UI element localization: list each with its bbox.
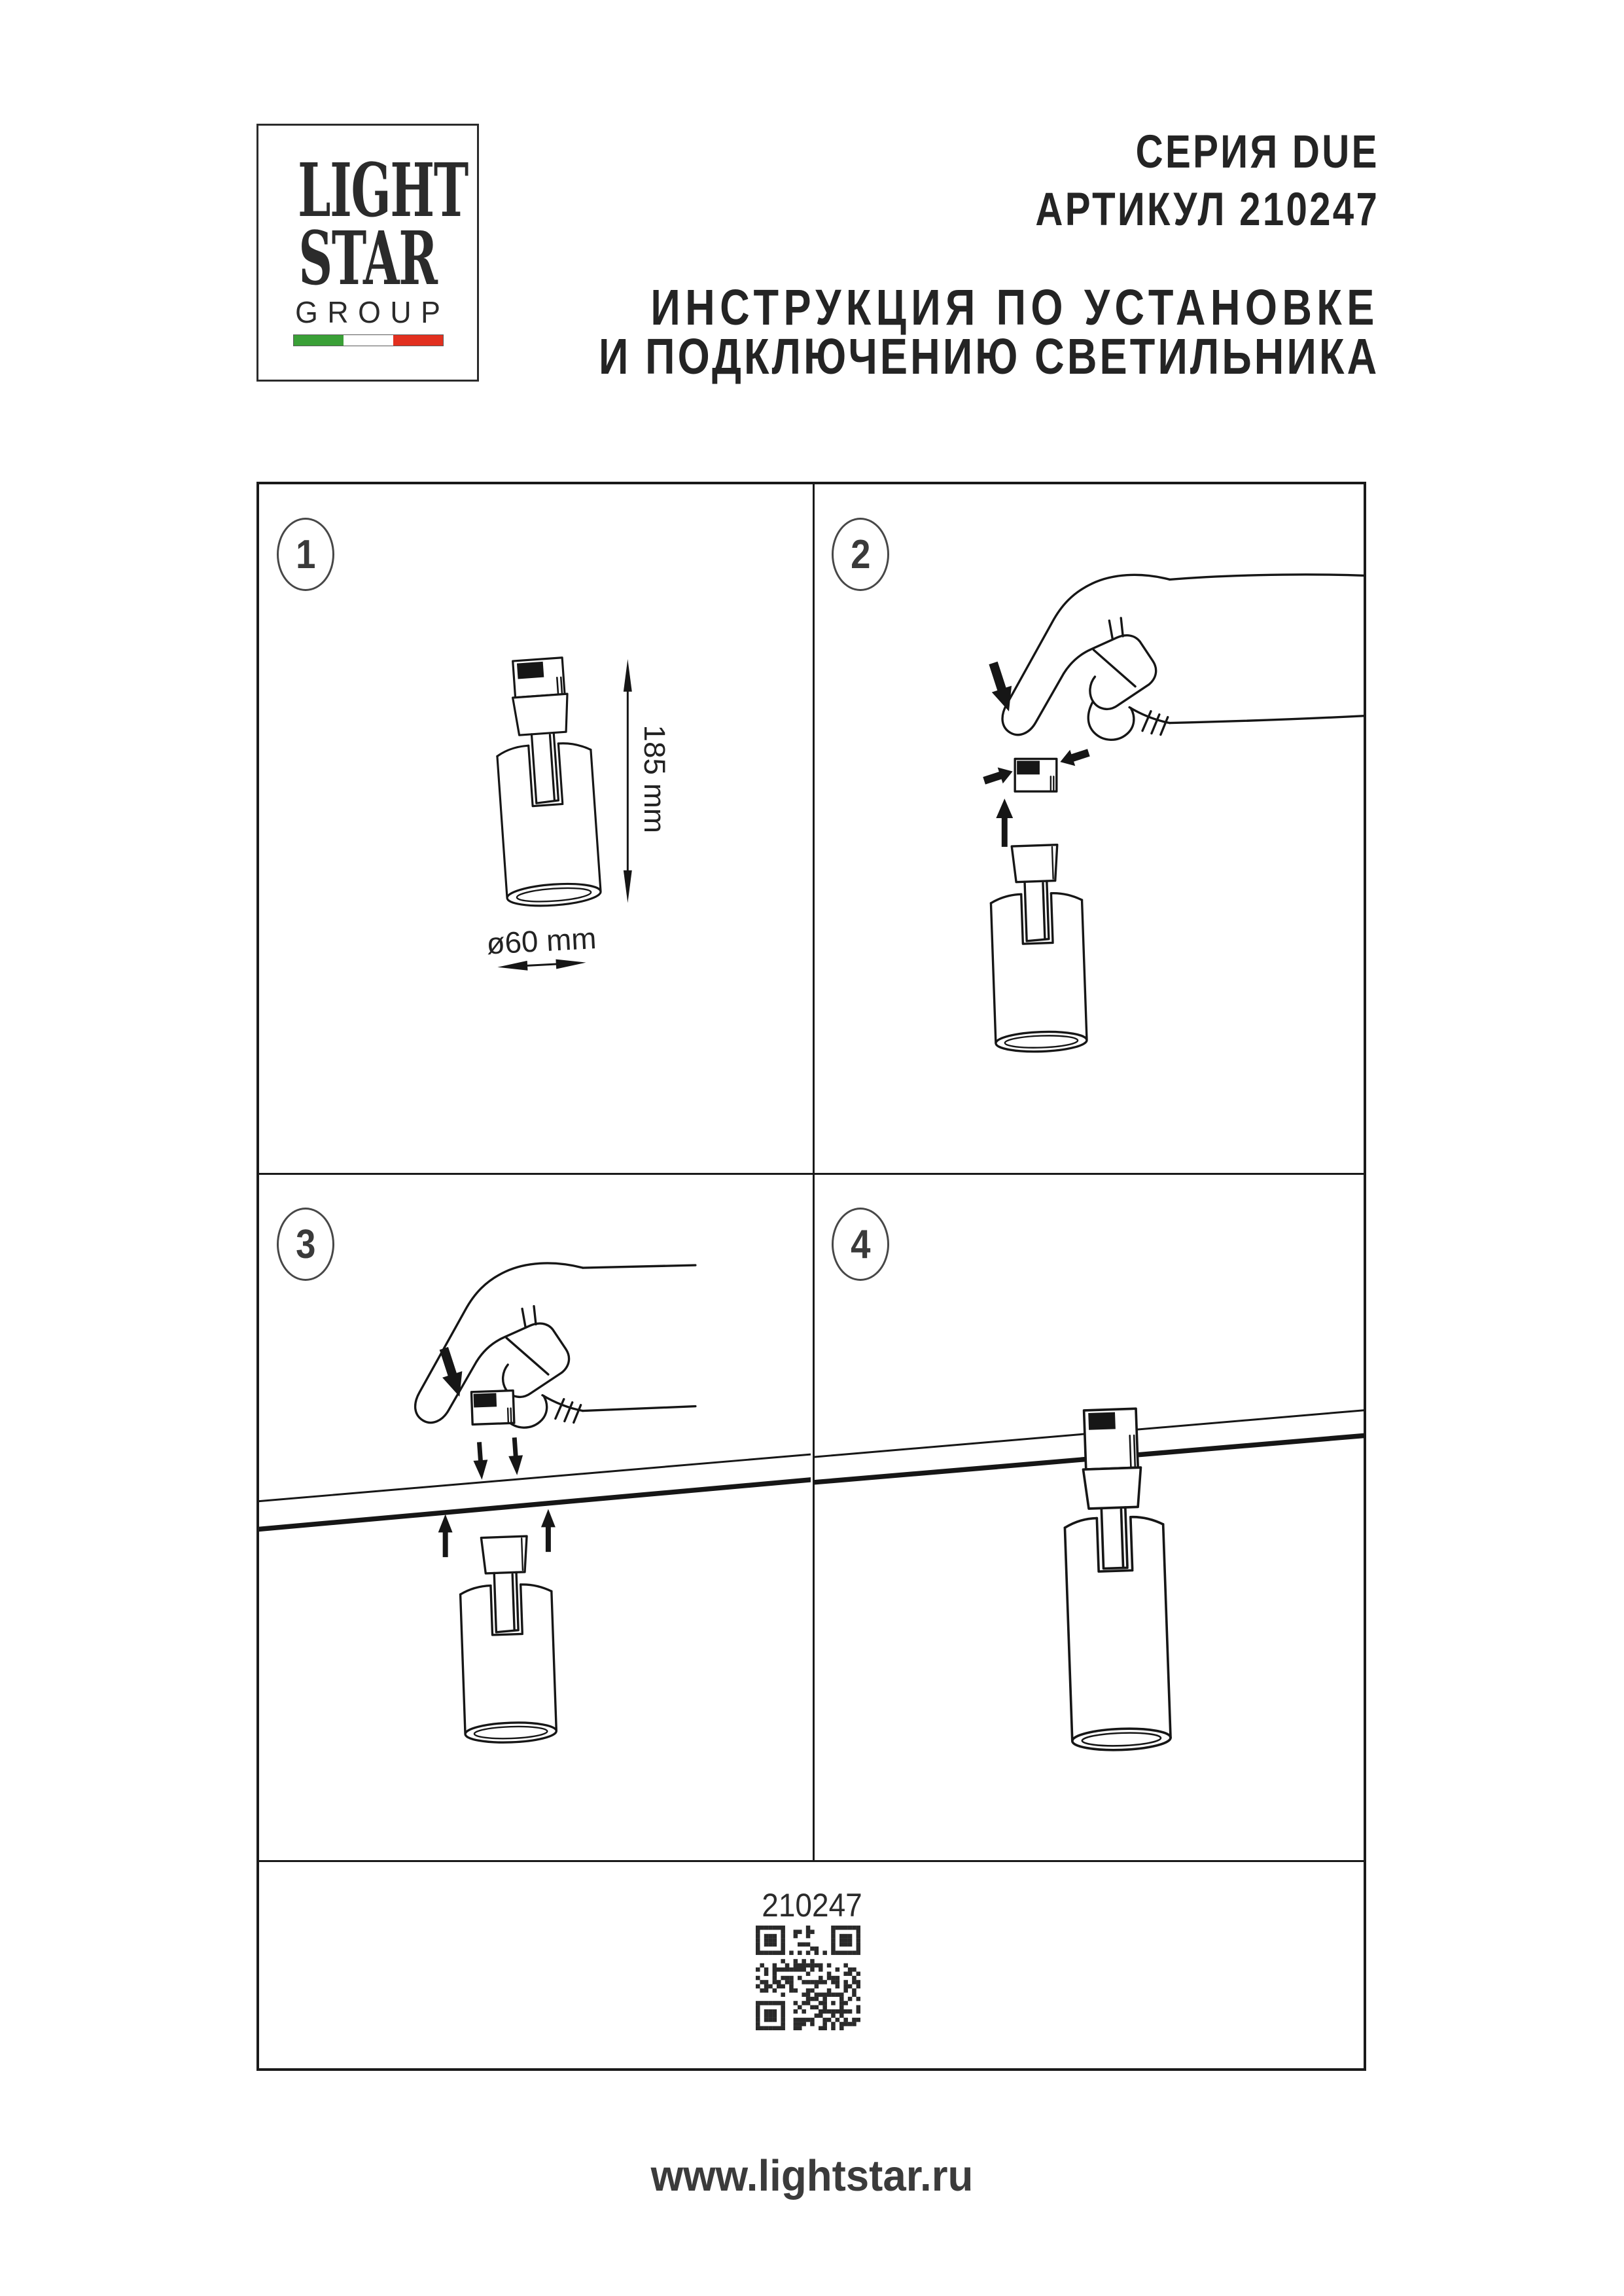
article-code: 210247 (762, 1887, 862, 1924)
height-dimension-label: 185 mm (638, 725, 672, 834)
up-arrow-icon (541, 1509, 556, 1552)
hand-icon (415, 1263, 696, 1427)
instruction-title-1: ИНСТРУКЦИЯ ПО УСТАНОВКЕ (650, 279, 1379, 336)
track-rail-drawing (259, 1454, 811, 1529)
step-panel-4 (814, 1174, 1365, 1858)
step-number-badge: 3 (277, 1208, 334, 1281)
hand-icon (1002, 575, 1365, 740)
up-arrow-icon (438, 1515, 453, 1558)
lamp-body-drawing (989, 844, 1087, 1052)
qr-code (756, 1926, 860, 2030)
height-dimension-arrow (624, 659, 632, 903)
up-arrow-icon (996, 798, 1013, 847)
track-adapter-drawing (1015, 759, 1057, 791)
article-title: АРТИКУЛ 210247 (1035, 184, 1379, 236)
down-arrow-icon (434, 1345, 469, 1400)
left-arrow-icon (1057, 745, 1091, 770)
flag-red-segment (393, 335, 443, 346)
track-adapter-drawing (471, 1391, 514, 1425)
italian-flag-bar (294, 335, 443, 346)
grid-horizontal-divider-2 (259, 1860, 1364, 1862)
step-number-badge: 4 (832, 1208, 889, 1281)
step-number-badge: 2 (832, 518, 889, 591)
flag-white-segment (344, 335, 393, 346)
down-arrow-icon (983, 660, 1019, 715)
step1-drawing (259, 484, 811, 1170)
down-arrow-small-icon (472, 1442, 489, 1480)
website-url: www.lightstar.ru (650, 2151, 974, 2200)
step4-drawing (814, 1174, 1365, 1858)
logo-word-group: GROUP (295, 295, 450, 329)
logo-word-star: STAR (298, 216, 437, 302)
step-panel-2 (814, 484, 1365, 1170)
down-arrow-small-icon (507, 1437, 524, 1476)
series-title: СЕРИЯ DUE (1135, 126, 1379, 178)
lamp-body-drawing (459, 1535, 557, 1744)
step2-drawing (814, 484, 1365, 1170)
lightstar-logo (256, 124, 479, 382)
instruction-title-2: И ПОДКЛЮЧЕНИЮ СВЕТИЛЬНИКА (598, 329, 1379, 385)
flag-green-segment (294, 335, 344, 346)
width-dimension-label: ø60 mm (485, 921, 597, 961)
step3-drawing (259, 1174, 811, 1858)
right-arrow-icon (981, 763, 1015, 789)
lamp-fixture-drawing (491, 656, 601, 908)
width-dimension-arrow (497, 958, 586, 972)
logo-word-light: LIGHT (298, 148, 468, 234)
step-panel-3 (259, 1174, 811, 1858)
step-number-badge: 1 (277, 518, 334, 591)
step-panel-1 (259, 484, 811, 1170)
